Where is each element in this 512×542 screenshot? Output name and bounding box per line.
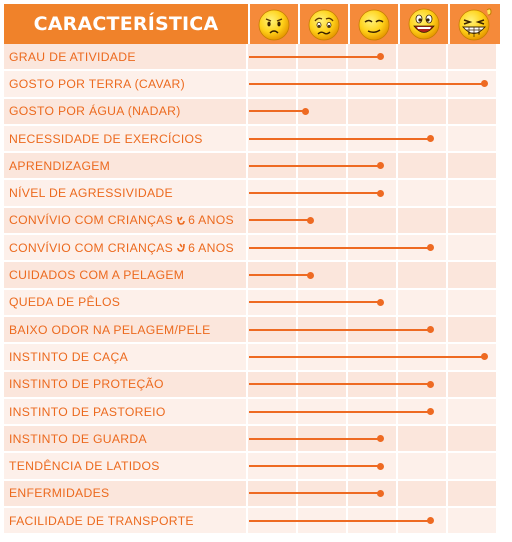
rating-cell <box>448 481 498 506</box>
table-row <box>4 208 508 235</box>
table-row <box>4 344 508 371</box>
rating-bar <box>249 520 431 522</box>
table-row <box>4 153 508 180</box>
characteristic-label <box>4 344 248 369</box>
rating-cell <box>398 290 448 315</box>
rating-bar <box>249 492 381 494</box>
rating-cell <box>448 399 498 424</box>
rating-cell <box>448 44 498 69</box>
rating-cell <box>398 453 448 478</box>
characteristic-label <box>4 126 248 151</box>
table-row <box>4 481 508 508</box>
characteristic-label <box>4 44 248 69</box>
rating-bar <box>249 274 311 276</box>
rating-cell <box>348 262 398 287</box>
rating-cell <box>398 44 448 69</box>
rating-cell <box>448 317 498 342</box>
characteristic-text: INSTINTO DE PROTEÇÃO <box>9 377 164 392</box>
very-sad-face-icon <box>250 4 300 44</box>
rating-bar <box>249 110 306 112</box>
rating-bar <box>249 56 381 58</box>
rating-cell <box>398 481 448 506</box>
rating-bar <box>249 219 311 221</box>
rating-cell <box>448 126 498 151</box>
characteristic-text: FACILIDADE DE TRANSPORTE <box>9 513 194 528</box>
characteristic-label <box>4 317 248 342</box>
rating-cell <box>448 99 498 124</box>
rating-bar <box>249 301 381 303</box>
rating-cell <box>448 208 498 233</box>
characteristic-text: CUIDADOS COM A PELAGEM <box>9 268 185 283</box>
rating-bar <box>249 138 431 140</box>
characteristic-label <box>4 99 248 124</box>
characteristic-label <box>4 208 248 233</box>
rating-cell <box>448 235 498 260</box>
worried-face-icon <box>300 4 350 44</box>
table-row <box>4 180 508 207</box>
characteristics-table <box>4 4 508 535</box>
characteristic-label <box>4 71 248 96</box>
characteristic-label <box>4 453 248 478</box>
characteristic-text: CONVÍVIO COM CRIANÇAS <box>9 240 174 255</box>
rating-bar <box>249 192 381 194</box>
characteristic-label <box>4 235 248 260</box>
characteristic-label <box>4 399 248 424</box>
rating-cell <box>448 180 498 205</box>
column-title: CARACTERÍSTICA <box>4 4 250 44</box>
rating-bar <box>249 247 431 249</box>
characteristic-label <box>4 290 248 315</box>
characteristic-text: NÍVEL DE AGRESSIVIDADE <box>9 186 173 201</box>
rating-cell <box>448 153 498 178</box>
characteristic-text: INSTINTO DE CAÇA <box>9 349 129 364</box>
happy-face-icon <box>400 4 450 44</box>
table-row <box>4 262 508 289</box>
rating-cell <box>398 180 448 205</box>
characteristic-label <box>4 372 248 397</box>
rating-bar <box>249 329 431 331</box>
rating-bar <box>249 165 381 167</box>
rating-cell <box>398 99 448 124</box>
characteristic-label <box>4 180 248 205</box>
rating-cell <box>348 208 398 233</box>
characteristic-text: NECESSIDADE DE EXERCÍCIOS <box>9 131 203 146</box>
characteristic-text: QUEDA DE PÊLOS <box>9 295 121 310</box>
characteristic-text: APRENDIZAGEM <box>9 158 111 173</box>
table-row <box>4 235 508 262</box>
rating-bar <box>249 411 431 413</box>
characteristic-label <box>4 262 248 287</box>
rating-bar <box>249 438 381 440</box>
rating-cell <box>448 508 498 533</box>
table-row <box>4 317 508 344</box>
table-row <box>4 71 508 98</box>
rating-cell <box>398 262 448 287</box>
ecstatic-face-icon <box>450 4 500 44</box>
table-row <box>4 372 508 399</box>
characteristic-text: ENFERMIDADES <box>9 486 110 501</box>
rating-cell <box>398 426 448 451</box>
characteristic-text: INSTINTO DE GUARDA <box>9 431 147 446</box>
characteristic-text: GOSTO POR TERRA (CAVAR) <box>9 76 185 91</box>
table-row <box>4 426 508 453</box>
rating-bar <box>249 465 381 467</box>
characteristic-label <box>4 481 248 506</box>
table-row <box>4 399 508 426</box>
rating-bar <box>249 356 485 358</box>
rating-bar <box>249 383 431 385</box>
table-row <box>4 126 508 153</box>
table-row <box>4 508 508 535</box>
table-header <box>4 4 508 44</box>
age-suffix: 6 ANOS <box>188 240 234 255</box>
characteristic-label <box>4 508 248 533</box>
rating-cell <box>398 208 448 233</box>
rating-cell <box>448 453 498 478</box>
characteristic-text: CONVÍVIO COM CRIANÇAS <box>9 213 174 228</box>
rating-cell <box>398 153 448 178</box>
characteristic-text: GOSTO POR ÁGUA (NADAR) <box>9 104 181 119</box>
characteristic-text: BAIXO ODOR NA PELAGEM/PELE <box>9 322 211 337</box>
rating-bar <box>249 83 485 85</box>
characteristic-label <box>4 426 248 451</box>
less-than-icon <box>177 216 185 225</box>
characteristic-text: INSTINTO DE PASTOREIO <box>9 404 166 419</box>
content-face-icon <box>350 4 400 44</box>
characteristic-text: TENDÊNCIA DE LATIDOS <box>9 459 160 474</box>
table-row <box>4 453 508 480</box>
table-body <box>4 44 508 535</box>
characteristic-label <box>4 153 248 178</box>
rating-cell <box>448 372 498 397</box>
age-suffix: 6 ANOS <box>188 213 234 228</box>
greater-than-icon <box>177 243 185 252</box>
rating-cell <box>448 290 498 315</box>
rating-cell <box>448 426 498 451</box>
table-row <box>4 290 508 317</box>
table-row <box>4 99 508 126</box>
characteristic-text: GRAU DE ATIVIDADE <box>9 49 136 64</box>
table-row <box>4 44 508 71</box>
rating-cell <box>448 262 498 287</box>
rating-cell <box>348 99 398 124</box>
